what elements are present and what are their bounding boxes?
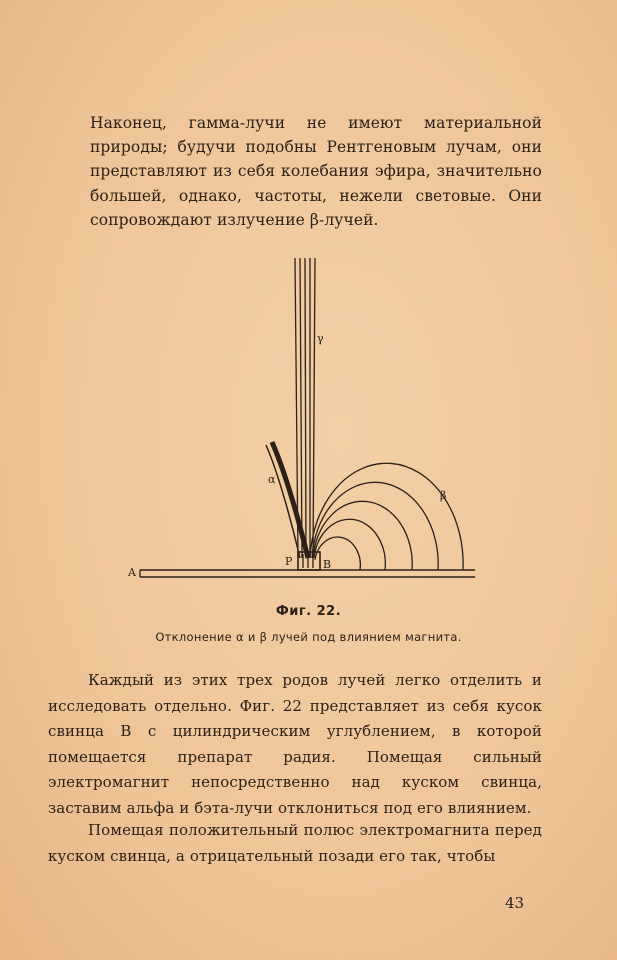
beta-ray-arc bbox=[310, 463, 463, 570]
alpha-label: α bbox=[268, 473, 276, 486]
beta-label: β bbox=[440, 489, 447, 502]
figure-22-diagram bbox=[120, 240, 500, 600]
page-number: 43 bbox=[505, 894, 525, 912]
alpha-ray-band bbox=[272, 442, 308, 558]
paragraph-gamma-rays: Наконец, гамма-лучи не имеют материальной природы; будучи подобны Рентгеновым лучам, они представляют из себя колебания эфира, значительно большей, однако, частоты, нежели световые. Они сопровождают излучение β-лучей. bbox=[90, 114, 542, 229]
p-label: P bbox=[285, 555, 293, 568]
a-label: A bbox=[128, 566, 136, 579]
gamma-label: γ bbox=[317, 332, 324, 345]
figure-caption-title: Фиг. 22. bbox=[275, 604, 342, 619]
beta-ray-arc bbox=[315, 537, 360, 570]
figure-caption-text: Отклонение α и β лучей под влиянием магнита. bbox=[155, 630, 462, 644]
paragraph-separation: Каждый из этих трех родов лучей легко отделить и исследовать отдельно. Фиг. 22 представляет из себя кусок свинца В с цилиндрическим углублением, в которой помещается препарат радия. Помещая сильный электромагнит непосредственно над куском свинца, заставим альфа и бэта-лучи отклониться под его влиянием. bbox=[48, 671, 542, 817]
ray-deflection-diagram bbox=[120, 240, 500, 600]
gamma-ray-line bbox=[313, 258, 315, 558]
b-label: B bbox=[323, 558, 332, 571]
gamma-ray-line bbox=[305, 258, 306, 558]
gamma-ray-line bbox=[300, 258, 302, 558]
paragraph-electromagnet: Помещая положительный полюс электромагнита перед куском свинца, а отрицательный позади его так, чтобы bbox=[48, 821, 542, 865]
